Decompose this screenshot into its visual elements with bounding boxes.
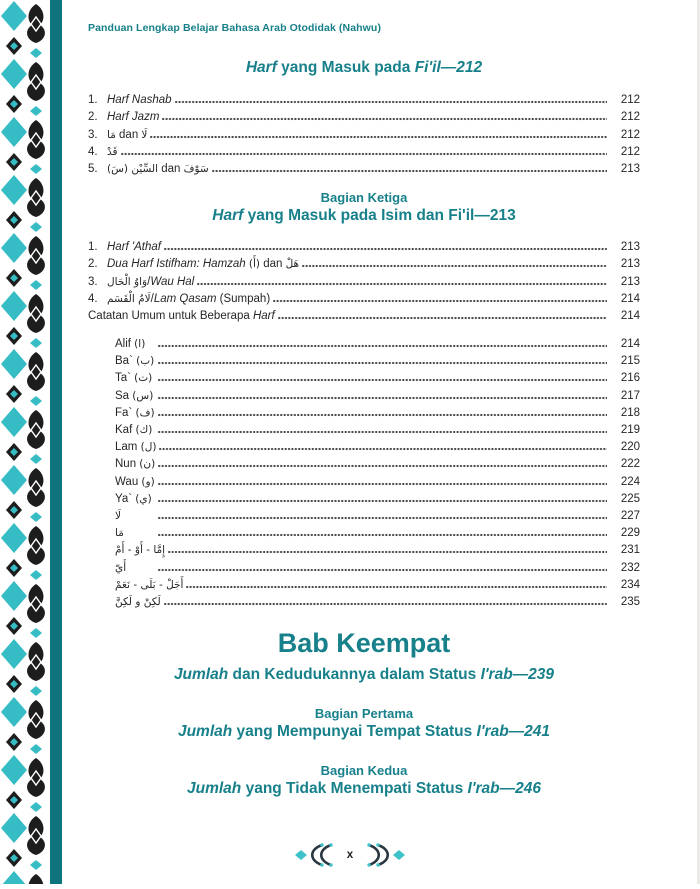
toc-row [88,89,640,106]
toc-label-segment: Sa [115,389,133,402]
toc-item-label [107,276,194,288]
toc-item-label [115,544,165,556]
toc-label-segment: وَاوُ الْحَال [107,275,148,288]
toc-row [88,436,640,453]
toc-label-segment: / [150,292,154,305]
chapter-title: Bab Keempat [277,627,451,658]
page-number: 222 [620,458,640,471]
dot-leader [164,602,607,606]
toc-item-number: 2. [88,258,98,271]
section-title-isim-fiil [88,207,640,225]
dot-leader [168,550,607,554]
toc-item-label [115,338,155,350]
toc-item-label [107,241,161,253]
page-number: 214 [620,292,640,305]
toc-item-number: 4. [88,145,98,158]
toc-row [88,522,640,539]
title-mid: yang Masuk pada [276,59,415,76]
running-header: Panduan Lengkap Belajar Bahasa Arab Otodidak (Nahwu) [88,22,382,34]
toc-label-segment: (س) [132,389,154,402]
toc-label-segment: Ba` [115,355,137,368]
page-number: 220 [620,441,640,454]
toc-row [88,270,640,287]
page-number: 227 [620,509,640,522]
toc-label-segment: Wau Hal [150,275,195,288]
toc-label-segment: لَا [115,509,121,522]
toc-label-segment: (Sumpah) [216,292,271,305]
dot-leader [158,464,607,468]
toc-item-label [88,310,275,322]
toc-label-segment: / [147,275,151,288]
toc-row [88,574,640,591]
line-italic-jumlah: Jumlah [177,722,233,740]
line-italic-irab: I'rab—241 [476,722,551,740]
toc-row [88,106,640,123]
toc-item-label [107,293,270,305]
toc-label-segment: أَيّ [115,561,127,574]
toc-list-isim-fiil [88,236,640,322]
dot-leader [278,316,607,320]
dot-leader [212,169,607,173]
toc-item-label [115,458,155,470]
toc-label-segment: (ف) [135,406,155,419]
toc-row [88,123,640,140]
toc-item-number: 3. [88,275,98,288]
dot-leader [158,413,607,417]
toc-label-segment: Harf Nashab [107,94,172,107]
title-mid: yang Masuk pada Isim dan Fi'il—213 [243,206,516,224]
dot-leader [158,344,607,348]
dot-leader [158,396,607,400]
toc-item-label [115,596,161,608]
part-label-bagian-ketiga: Bagian Ketiga [320,189,408,205]
toc-item-label [107,111,159,123]
toc-label-segment: Dua Harf Istifham: Hamzah [107,258,249,271]
page-number: 225 [620,492,640,505]
page-number: 235 [620,595,640,608]
toc-row [88,453,640,470]
toc-item-number: 5. [88,162,98,175]
toc-row [88,158,640,175]
toc-list-letters [88,333,640,608]
subtitle-mid: dan Kedudukannya dalam Status [228,665,481,683]
toc-row [88,333,640,350]
toc-row [88,556,640,573]
part-label-bagian-kedua: Bagian Kedua [320,762,408,778]
toc-row [88,591,640,608]
toc-item-label [115,493,155,505]
toc-label-segment: Lam Qasam [153,292,217,305]
dot-leader [175,100,607,104]
toc-label-segment: (ا) [134,338,146,351]
toc-label-segment: أَمْ‎ - أَوْ‎ - إِمَّا [115,544,166,557]
toc-row [88,367,640,384]
toc-item-label [115,579,183,591]
toc-row [88,539,640,556]
line-italic-irab: I'rab—246 [467,779,541,797]
toc-row [88,236,640,253]
toc-label-segment: (و) [141,475,155,488]
title-italic-harf: Harf [212,206,244,224]
dot-leader [164,247,607,251]
toc-item-label [107,258,299,270]
subtitle-italic-jumlah: Jumlah [173,665,229,683]
toc-label-segment: Kaf [115,424,136,436]
toc-item-label [115,372,155,384]
toc-label-segment: Catatan Umum untuk Beberapa [88,309,253,322]
toc-label-segment: Harf Jazm [107,111,160,124]
toc-label-segment: مَا [107,128,116,141]
toc-item-number: 1. [88,94,98,107]
dot-leader [158,516,607,520]
dot-leader [158,430,607,434]
toc-item-label [115,407,155,419]
chapter-subtitle [88,666,640,684]
dot-leader [158,499,607,503]
toc-item-number: 3. [88,128,98,141]
toc-item-label [107,146,118,158]
toc-list-harf-fiil [88,89,640,175]
page-number: 218 [620,406,640,419]
toc-label-segment: (ي) [135,492,152,505]
ornamental-border [0,0,64,884]
dot-leader [302,264,607,268]
dot-leader [197,282,607,286]
toc-item-label [107,163,209,175]
toc-label-segment: (أَ) [248,258,261,271]
dot-leader [158,361,607,365]
toc-label-segment: Alif [115,338,135,351]
line-italic-jumlah: Jumlah [187,779,242,797]
page-number: 213 [620,162,640,175]
dot-leader [158,482,607,486]
dot-leader [158,568,607,572]
toc-item-label [115,355,155,367]
toc-item-label [107,129,147,141]
title-italic-fiil: Fi'il—212 [414,59,483,76]
toc-item-label [115,510,155,522]
toc-label-segment: dan [158,162,184,175]
toc-label-segment: (ك) [135,424,153,436]
toc-row [88,288,640,305]
section-title-harf-fiil [88,59,640,77]
left-flourish-icon [291,842,333,868]
toc-item-label [115,424,155,436]
toc-label-segment: Nun [115,458,140,471]
page-number: 229 [620,527,640,540]
toc-label-segment: Ya` [115,492,136,505]
toc-label-segment: dan [115,128,142,141]
toc-label-segment: (ل) [140,441,157,454]
dot-leader [186,585,607,589]
page-number: 214 [620,338,640,351]
page-number: 213 [620,275,640,288]
toc-label-segment: Harf [252,309,275,322]
toc-label-segment: قَدْ [107,145,118,158]
toc-label-segment: (ب) [136,355,155,368]
page-number: 216 [620,372,640,385]
page-number: 217 [620,389,640,402]
batik-pattern-graphic [0,0,64,884]
toc-label-segment: dan [260,258,286,271]
toc-row [88,419,640,436]
bagian-kedua-line [88,780,640,798]
page-number: 231 [620,544,640,557]
bagian-pertama-line [88,723,640,741]
page-number: 214 [620,309,640,322]
toc-item-label [115,441,156,453]
toc-item-number: 2. [88,111,98,124]
toc-row [88,305,640,322]
footer-ornament [0,842,700,868]
toc-item-label [107,94,172,106]
page-number: 212 [620,94,640,107]
page-number: 212 [620,128,640,141]
toc-label-segment: هَلْ [285,258,300,271]
toc-label-segment: Wau [115,475,142,488]
toc-label-segment: Lam [115,441,141,454]
dot-leader [158,533,607,537]
toc-label-segment: نَعَمْ‎ - بَلَى‎ - أَجَلْ [115,578,184,591]
page-number: 213 [620,258,640,271]
page-number: 224 [620,475,640,488]
page-number: 212 [620,111,640,124]
toc-item-label [115,562,155,574]
toc-label-segment: Harf 'Athaf [107,241,161,254]
toc-row [88,505,640,522]
page-number: 219 [620,424,640,436]
dot-leader [162,117,607,121]
toc-item-number: 1. [88,241,98,254]
toc-row [88,402,640,419]
toc-row [88,141,640,158]
toc-content [88,0,640,798]
toc-item-label [115,527,155,539]
page-number: 212 [620,145,640,158]
toc-label-segment: لَامُ الْقَسَم [107,292,151,305]
toc-row [88,350,640,367]
toc-row [88,470,640,487]
dot-leader [150,135,607,139]
toc-label-segment: Ta` [115,372,135,385]
dot-leader [158,378,607,382]
part-label-bagian-pertama: Bagian Pertama [314,705,414,721]
toc-row [88,253,640,270]
toc-label-segment: (ت) [134,372,153,385]
toc-item-number: 4. [88,292,98,305]
page-number: 213 [620,241,640,254]
toc-label-segment: لَا [141,128,148,141]
toc-label-segment: سَوْفَ [183,162,209,175]
page-number: 234 [620,578,640,591]
title-italic-harf: Harf [245,59,277,76]
page-number: 232 [620,561,640,574]
toc-label-segment: مَا [115,527,124,540]
page-number: 215 [620,355,640,368]
dot-leader [159,447,607,451]
toc-label-segment: السِّيْن (سَ) [107,162,158,175]
toc-label-segment: Fa` [115,406,136,419]
right-flourish-icon [367,842,409,868]
line-mid: yang Mempunyai Tempat Status [232,722,477,740]
toc-row [88,488,640,505]
dot-leader [121,152,607,156]
line-mid: yang Tidak Menempati Status [241,779,468,797]
toc-item-label [115,390,155,402]
toc-label-segment: (ن) [139,458,156,471]
folio-page-number: x [346,849,354,861]
dot-leader [273,299,607,303]
toc-item-label [115,476,155,488]
toc-label-segment: لَكِنْ و لَكِنَّ [115,595,161,608]
toc-row [88,384,640,401]
subtitle-italic-irab: I'rab—239 [480,665,555,683]
chapter-block [88,628,640,798]
